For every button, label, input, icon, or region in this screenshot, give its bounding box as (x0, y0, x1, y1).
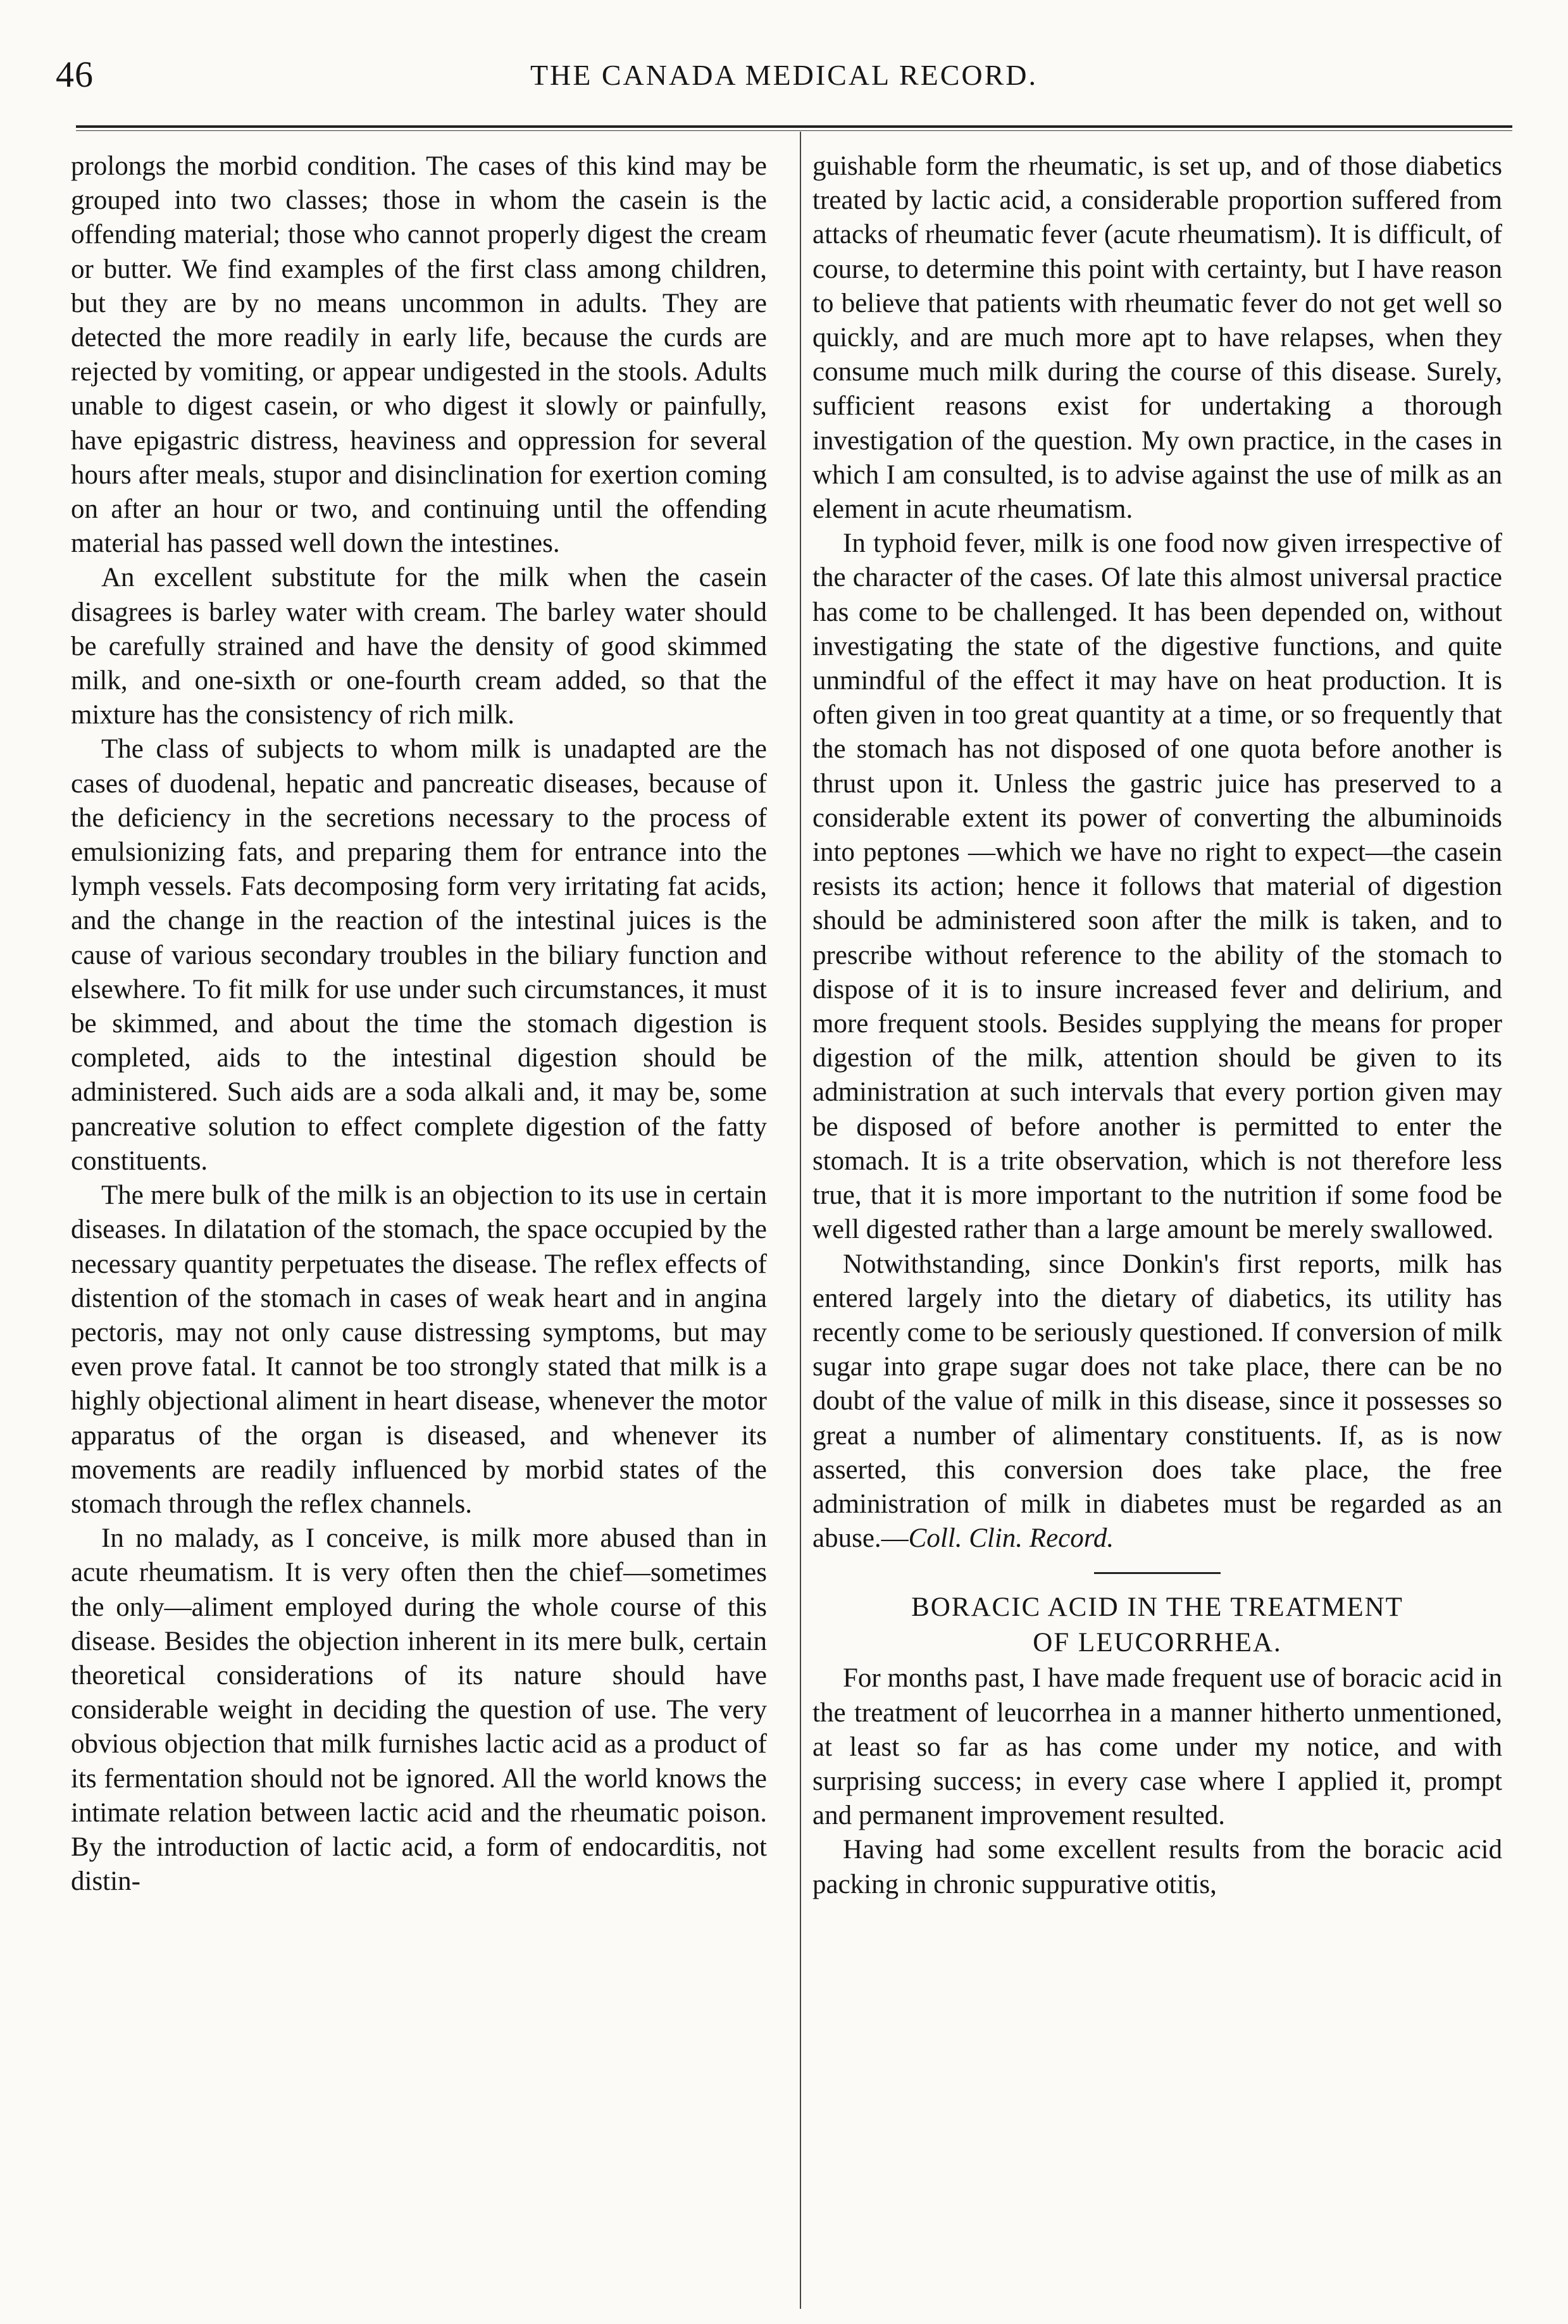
paragraph: For months past, I have made frequent use of boracic acid in the treatment of leucorrhea in a manner hitherto unmentioned, at least so far as has come under my notice, and with surprising success; in every case where I applied it, prompt and permanent improvement resulted. (812, 1663, 1502, 1831)
paragraph: prolongs the morbid condition. The cases of this kind may be grouped into two classes; those in whom the casein is the offending material; those who cannot properly digest the cream or butter. We find examples of the first class among children, but they are by no means uncommon in adults. They are detected the more readily in early life, because the curds are rejected by vomiting, or appear undigested in the stools. Adults unable to digest casein, or who digest it slowly or painfully, have epigastric distress, heaviness and oppression for several hours after meals, stupor and disinclination for exertion coming on after an hour or two, and continuing until the offending material has passed well down the intestines. (71, 151, 767, 559)
article-heading-line-2: OF LEUCORRHEA. (1033, 1628, 1282, 1658)
page-number: 46 (56, 54, 94, 95)
paragraph: In typhoid fever, milk is one food now given irrespective of the character of the cases. Of late this almost universal practice has come to be challenged. It has been depended on, without investigating the state of the digestive functions, and quite unmindful of the effect it may have on heat production. It is often given in too great quantity at a time, or so frequently that the stomach has not disposed of one quota before another is thrust upon it. Unless the gastric juice has preserved to a considerable extent its power of converting the albuminoids into peptones —which we have no right to expect—the casein resists its action; hence it follows that material of digestion should be administered soon after the milk is taken, and to prescribe without reference to the ability of the stomach to dispose of it is to insure increased fever and delirium, and more frequent stools. Besides supplying the means for proper digestion of the milk, attention should be given to its administration at such intervals that every portion given may be disposed of before another is permitted to enter the stomach. It is a trite observation, which is not therefore less true, that it is more important to the nutrition if some food be well digested rather than a large amount be merely swallowed. (812, 528, 1502, 1245)
article-heading: BORACIC ACID IN THE TREATMENT (911, 1592, 1403, 1623)
paragraph-text: Notwithstanding, since Donkin's first reports, milk has entered largely into the dietary of diabetics, its utility has recently come to be seriously questioned. If conversion of milk sugar into grape sugar does not take place, there can be no doubt of the value of milk in this disease, since it possesses so great a number of alimentary constituents. If, as is now asserted, this conversion does take place, the free administration of milk in diabetes must be regarded as an abuse.— (812, 1249, 1502, 1554)
column-divider (800, 132, 801, 2309)
paragraph: The class of subjects to whom milk is unadapted are the cases of duodenal, hepatic and pancreatic diseases, because of the deficiency in the secretions necessary to the process of emulsionizing fats, and preparing them for entrance into the lymph vessels. Fats decomposing form very irritating fat acids, and the change in the reaction of the intestinal juices is the cause of various secondary troubles in the biliary function and elsewhere. To fit milk for use under such circumstances, it must be skimmed, and about the time the stomach digestion is completed, aids to the intestinal digestion should be administered. Such aids are a soda alkali and, it may be, some pancreative solution to effect complete digestion of the fatty constituents. (71, 734, 767, 1176)
paragraph: In no malady, as I conceive, is milk more abused than in acute rheumatism. It is very often then the chief—sometimes the only—aliment employed during the whole course of this disease. Besides the objection inherent in its mere bulk, certain theoretical considerations of its nature should have considerable weight in deciding the question of use. The very obvious objection that milk furnishes lactic acid as a product of its fermentation should not be ignored. All the world knows the intimate relation between lactic acid and the rheumatic poison. By the introduction of lactic acid, a form of endocarditis, not distin- (71, 1523, 767, 1897)
left-column (71, 149, 767, 1899)
paragraph: An excellent substitute for the milk when the casein disagrees is barley water with cream. The barley water should be carefully strained and have the density of good skimmed milk, and one-sixth or one-fourth cream added, so that the mixture has the consistency of rich milk. (71, 563, 767, 730)
paragraph: The mere bulk of the milk is an objection to its use in certain diseases. In dilatation of the stomach, the space occupied by the necessary quantity perpetuates the disease. The reflex effects of distention of the stomach in cases of weak heart and in angina pectoris, may not only cause distressing symptoms, but may even prove fatal. It cannot be too strongly stated that milk is a highly objectional aliment in heart disease, whenever the motor apparatus of the organ is diseased, and whenever its movements are readily influenced by morbid states of the stomach through the reflex channels. (71, 1180, 767, 1519)
source-citation: Coll. Clin. Record. (908, 1523, 1114, 1554)
running-title: THE CANADA MEDICAL RECORD. (530, 59, 1038, 91)
section-rule (1094, 1572, 1221, 1574)
header-rule (76, 125, 1512, 131)
right-column (812, 149, 1502, 1902)
paragraph: Having had some excellent results from the boracic acid packing in chronic suppurative otitis, (812, 1835, 1502, 1899)
paragraph (812, 1247, 1502, 1556)
paragraph: guishable form the rheumatic, is set up, and of those diabetics treated by lactic acid, a considerable proportion suffered from attacks of rheumatic fever (acute rheumatism). It is difficult, of course, to determine this point with certainty, but I have reason to believe that patients with rheumatic fever do not get well so quickly, and are much more apt to have relapses, when they consume much milk during the course of this disease. Surely, sufficient reasons exist for undertaking a thorough investigation of the question. My own practice, in the cases in which I am consulted, is to advise against the use of milk as an element in acute rheumatism. (812, 151, 1502, 525)
